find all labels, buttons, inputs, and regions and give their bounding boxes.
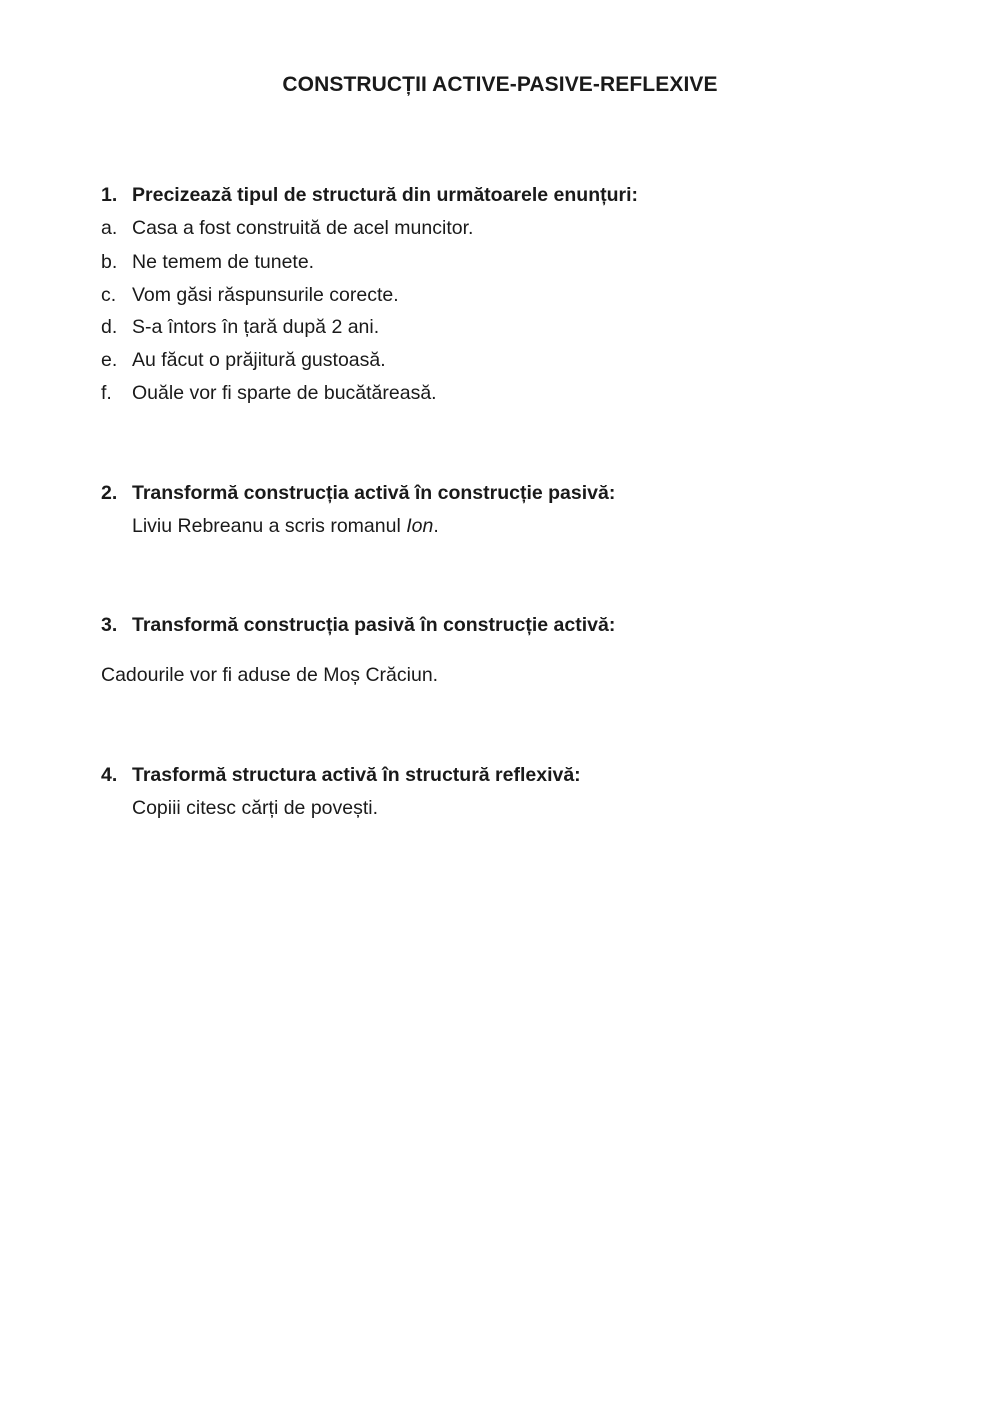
sentence-text: Copiii citesc cărți de povești. [132,797,379,819]
sentence-prefix: Liviu Rebreanu a scris romanul [132,515,407,537]
question-2-prompt: Transformă construcția activă în construcție pasivă: [132,482,616,504]
question-3-number: 3. [101,614,118,636]
item-letter: a. [101,217,118,239]
item-text: S-a întors în țară după 2 ani. [132,316,380,338]
sentence-suffix: . [433,515,439,537]
question-3-prompt: Transformă construcția pasivă în construcție activă: [132,614,616,636]
question-4-prompt: Trasformă structura activă în structură reflexivă: [132,764,581,786]
item-letter: f. [101,382,112,404]
item-text: Ouăle vor fi sparte de bucătăreasă. [132,382,437,404]
sentence-text: Cadourile vor fi aduse de Moș Crăciun. [101,664,439,686]
item-text: Vom găsi răspunsurile corecte. [132,284,399,306]
page-title: CONSTRUCȚII ACTIVE-PASIVE-REFLEXIVE [282,73,718,96]
item-letter: b. [101,251,118,273]
question-1-number: 1. [101,184,118,206]
item-text: Casa a fost construită de acel muncitor. [132,217,474,239]
question-2-number: 2. [101,482,118,504]
item-letter: e. [101,349,118,371]
item-text: Au făcut o prăjitură gustoasă. [132,349,386,371]
novel-title: Ion [406,515,434,537]
question-1-prompt: Precizează tipul de structură din următoarele enunțuri: [132,184,639,206]
item-letter: c. [101,284,117,306]
question-4-number: 4. [101,764,118,786]
item-text: Ne temem de tunete. [132,251,315,273]
item-letter: d. [101,316,118,338]
